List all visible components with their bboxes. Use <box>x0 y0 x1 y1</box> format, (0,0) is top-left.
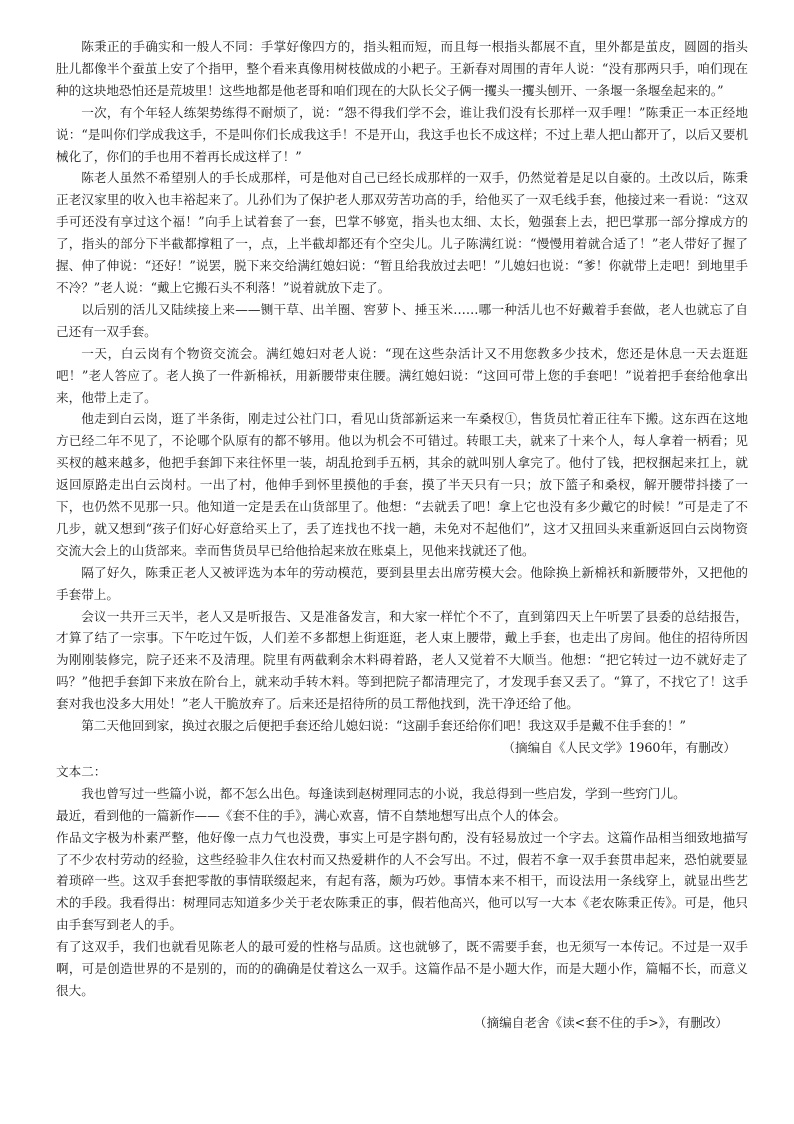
paragraph: 一天，白云岗有个物资交流会。满红媳妇对老人说：“现在这些杂活计又不用您教多少技术，您还是休息一天去逛逛吧！”老人答应了。老人换了一件新棉袄，用新腰带束住腰。满红媳妇说：“这回可带上您的手套吧！”说着把手套给他拿出来，他带上走了。 <box>56 345 748 405</box>
paragraph: 陈秉正的手确实和一般人不同：手掌好像四方的，指头粗而短，而且每一根指头都展不直，里外都是茧皮，圆圆的指头肚儿都像半个蚕茧上安了个指甲，整个看来真像用树枝做成的小耙子。王新春对周围的青年人说：“没有那两只手，咱们现在种的这块地恐怕还是荒坡里！这些地都是他老哥和咱们现在的大队长父子俩一攫头一攫头刨开、一条堰一条堰垒起来的。” <box>56 39 748 98</box>
paragraph: 最近，看到他的一篇新作——《套不住的手》，满心欢喜，情不自禁地想写出点个人的体会。 <box>56 807 567 823</box>
source-citation: （摘编自《人民文学》1960年，有删改） <box>502 740 736 755</box>
paragraph: 陈老人虽然不希望别人的手长成那样，可是他对自己已经长成那样的一双手，仍然觉着是足以自豪的。土改以后，陈秉正老汉家里的收入也丰裕起来了。儿孙们为了保护老人那双劳苦功高的手，给他买了一双毛线手套，他接过来一看说：“这双手可还没有享过这个福！”向手上试着套了一套，巴掌不够宽，指头也太细、太长，勉强套上去，把巴掌那一部分撑成方的了，指头的部分下半截都撑粗了一，点，上半截却都还有个空尖儿。儿子陈满红说：“慢慢用着就合适了！”老人带好了握了握、伸了伸说：“还好！”说罢，脱下来交给满红媳妇说：“暂且给我放过去吧！”儿媳妇也说：“爹！你就带上走吧！到地里手不冷？”老人说：“戴上它搬石头不利落！”说着就放下走了。 <box>56 170 748 295</box>
text-two <box>56 761 748 1034</box>
paragraph: 隔了好久，陈秉正老人又被评选为本年的劳动模范，要到县里去出席劳模大会。他除换上新棉袄和新腰带外，又把他的手套带上。 <box>56 564 748 602</box>
text-one <box>56 36 748 759</box>
paragraph: 一次，有个年轻人练架势练得不耐烦了，说：“怨不得我们学不会，谁让我们没有长那样一双手哩！”陈秉正一本正经地说：“是叫你们学成我这手，不是叫你们长成我这手！不是开山，我这手也长不成这样；不过上辈人把山都开了，以后又要机械化了，你们的手也用不着再长成这样了！” <box>56 104 748 164</box>
paragraph: 会议一共开三天半，老人又是听报告、又是准备发言，和大家一样忙个不了，直到第四天上午听罢了县委的总结报告，才算了结了一宗事。下午吃过午饭，人们差不多都想上街逛逛，老人束上腰带，戴上手套，也走出了房间。他住的招待所因为刚刚装修完，院子还来不及清理。院里有两截剩余木料碍着路，老人又觉着不大顺当。他想：“把它转过一边不就好走了吗？”他把手套卸下来放在阶台上，就来动手转木料。等到把院子都清理完了，才发现手套又丢了。“算了，不找它了！这手套对我也没多大用处！”老人干脆放弃了。后来还是招待所的员工帮他找到，洗干净还给了他。 <box>56 608 748 712</box>
paragraph: 有了这双手，我们也就看见陈老人的最可爱的性格与品质。这也就够了，既不需要手套，也无须写一本传记。不过是一双手啊，可是创造世界的不是别的，而的的确确是仗着这么一双手。这篇作品不是小题大作，而是大题小作，篇幅不长，而意义很大。 <box>56 939 748 998</box>
paragraph: 我也曾写过一些篇小说，都不怎么出色。每逢读到赵树理同志的小说，我总得到一些启发，学到一些窍门儿。 <box>81 785 686 801</box>
section-label: 文本二： <box>56 763 107 779</box>
source-citation: （摘编自老舍《读<套不住的手>》，有删改） <box>473 1014 728 1030</box>
paragraph: 他走到白云岗，逛了半条街，刚走过公社门口，看见山货部新运来一车桑杈①，售货员忙着正往车下搬。这东西在这地方已经二年不见了，不论哪个队原有的都不够用。他以为机会不可错过。转眼工夫，就来了十来个人，每人拿着一柄看；见买杈的越来越多，他把手套卸下来往怀里一装，胡乱抢到手五柄，其余的就叫别人拿完了。他付了钱，把杈捆起来扛上，就返回原路走出白云岗村。一出了村，他伸手到怀里摸他的手套，摸了半天只有一只；放下篮子和桑杈，解开腰带抖搂了一下，也仍然不见那一只。他知道一定是丢在山货部里了。他想：“去就丢了吧！拿上它也没有多少戴它的时候！”可是走了不几步，就又想到“孩子们好心好意给买上了，丢了连找也不找一趟，未免对不起他们”，这才又扭回头来重新返回白云岗物资交流大会上的山货部来。幸而售货员早已给他拾起来放在账桌上，见他来找就还了他。 <box>56 411 748 558</box>
paragraph: 第二天他回到家，换过衣服之后便把手套还给儿媳妇说：“这副手套还给你们吧！我这双手是戴不住手套的！” <box>81 718 686 734</box>
paragraph: 以后别的活儿又陆续接上来——铡干草、出羊圈、窖萝卜、捶玉米……哪一种活儿也不好戴着手套做，老人也就忘了自己还有一双手套。 <box>56 301 748 339</box>
paragraph: 作品文字极为朴素严整，他好像一点力气也没费，事实上可是字斟句酌，没有轻易放过一个字去。这篇作品相当细致地描写了不少农村劳动的经验，这些经验非久住农村而又热爱耕作的人不会写出。不过，假若不拿一双手套贯串起来，恐怕就要显着琐碎一些。这双手套把零散的事情联缀起来，有起有落，颇为巧妙。事情本来不相干，而设法用一条线穿上，就显出些艺术的手段。我看得出：树理同志知道多少关于老农陈秉正的事，假若他高兴，他可以写一大本《老农陈秉正传》。可是，他只由手套写到老人的手。 <box>56 829 748 933</box>
